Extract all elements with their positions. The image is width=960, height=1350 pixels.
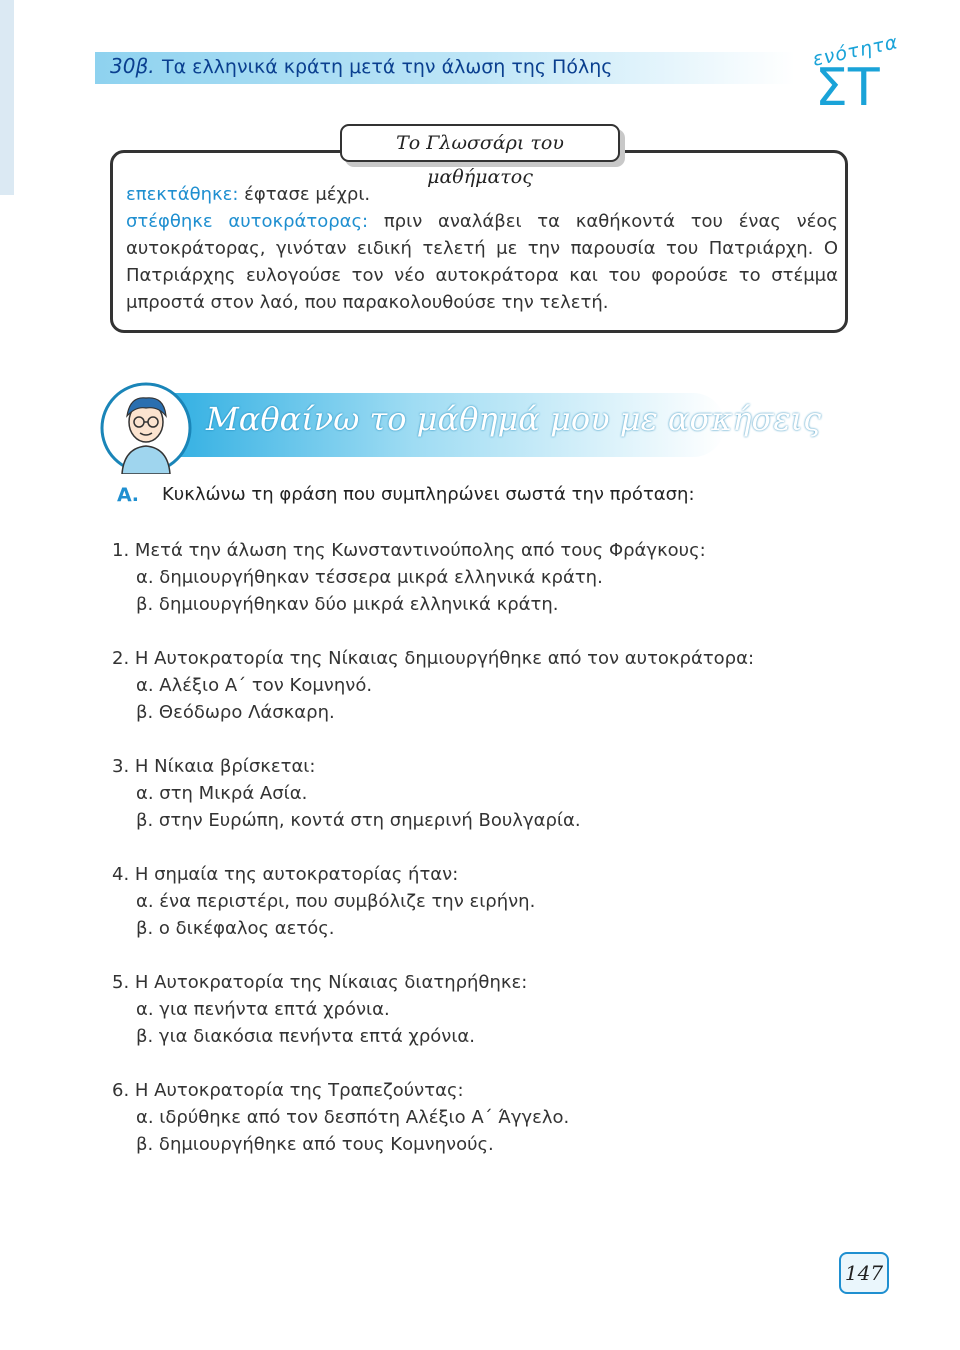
question-stem: 4. Η σημαία της αυτοκρατορίας ήταν: [112, 864, 459, 885]
glossary-title: Το Γλωσσάρι του μαθήματος [340, 124, 620, 162]
unit-letter: ΣΤ [815, 58, 880, 118]
question-item [112, 753, 872, 834]
instruction-text: Κυκλώνω τη φράση που συμπληρώνει σωστά την πρόταση: [162, 484, 695, 505]
option-a[interactable]: α. στη Μικρά Ασία. [136, 783, 308, 804]
glossary-term: στέφθηκε αυτοκράτορας: [126, 211, 369, 232]
option-b[interactable]: β. δημιουργήθηκαν δύο μικρά ελληνικά κράτη. [136, 594, 559, 615]
instruction-letter: Α. [117, 484, 139, 506]
lesson-title: Τα ελληνικά κράτη μετά την άλωση της Πόλης [162, 56, 613, 78]
option-a[interactable]: α. για πενήντα επτά χρόνια. [136, 999, 390, 1020]
glossary-text [126, 181, 838, 316]
question-item [112, 537, 872, 618]
question-stem: 2. Η Αυτοκρατορία της Νίκαιας δημιουργήθηκε από τον αυτοκράτορα: [112, 648, 755, 669]
option-b[interactable]: β. δημιουργήθηκε από τους Κομνηνούς. [136, 1134, 494, 1155]
option-a[interactable]: α. δημιουργήθηκαν τέσσερα μικρά ελληνικά κράτη. [136, 567, 603, 588]
option-b[interactable]: β. Θεόδωρο Λάσκαρη. [136, 702, 335, 723]
question-item [112, 1077, 872, 1158]
page-number: 147 [839, 1252, 889, 1294]
option-a[interactable]: α. ιδρύθηκε από τον δεσπότη Αλέξιο Α΄ Άγγελο. [136, 1107, 570, 1128]
left-margin-stripe [0, 0, 14, 195]
option-a[interactable]: α. Αλέξιο Α΄ τον Κομνηνό. [136, 675, 373, 696]
option-b[interactable]: β. ο δικέφαλος αετός. [136, 918, 335, 939]
option-a[interactable]: α. ένα περιστέρι, που συμβόλιζε την ειρήνη. [136, 891, 536, 912]
glossary-definition: πριν αναλάβει τα καθήκοντά του ένας νέος αυτοκράτορας, γινόταν ειδική τελετή με την παρουσία του Πατριάρχη. Ο Πατριάρχης ευλογούσε τον νέο αυτοκράτορα και του φορούσε το στέμμα μπροστά στον λαό, που παρακολουθούσε την τελετή. [126, 211, 838, 313]
glossary-entry [126, 181, 838, 208]
student-mascot-icon [100, 382, 192, 474]
question-stem: 1. Μετά την άλωση της Κωνσταντινούπολης από τους Φράγκους: [112, 540, 706, 561]
glossary-term: επεκτάθηκε: [126, 184, 239, 205]
question-item [112, 861, 872, 942]
glossary-definition: έφτασε μέχρι. [238, 184, 371, 205]
question-item [112, 969, 872, 1050]
option-b[interactable]: β. στην Ευρώπη, κοντά στη σημερινή Βουλγαρία. [136, 810, 581, 831]
unit-label: ενότητα [810, 31, 901, 71]
question-item [112, 645, 872, 726]
question-stem: 6. Η Αυτοκρατορία της Τραπεζούντας: [112, 1080, 464, 1101]
exercise-banner-title: Μαθαίνω το μάθημά μου με ασκήσεις [206, 400, 821, 438]
option-b[interactable]: β. για διακόσια πενήντα επτά χρόνια. [136, 1026, 476, 1047]
glossary-entry [126, 208, 838, 316]
lesson-number: 30β. [110, 54, 155, 78]
question-list [112, 537, 872, 1185]
question-stem: 5. Η Αυτοκρατορία της Νίκαιας διατηρήθηκε: [112, 972, 528, 993]
question-stem: 3. Η Νίκαια βρίσκεται: [112, 756, 316, 777]
